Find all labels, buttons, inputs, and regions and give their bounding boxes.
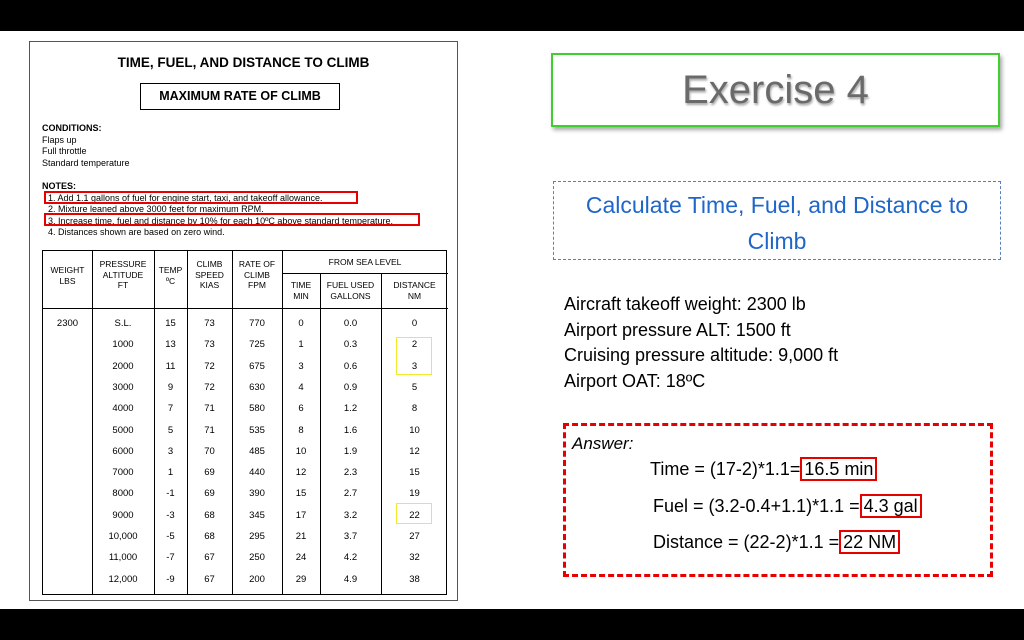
answer-fuel-expr: Fuel = (3.2-0.4+1.1)*1.1 = <box>653 496 860 516</box>
cell-climb-speed: 70 <box>204 445 215 457</box>
cell-distance: 10 <box>409 424 420 436</box>
cell-pressure-altitude: 12,000 <box>108 573 138 585</box>
distance-highlight-high <box>396 503 432 524</box>
cell-time: 1 <box>298 339 304 351</box>
cell-fuel-used: 1.2 <box>343 403 358 415</box>
cell-rate-of-climb: 295 <box>249 531 265 542</box>
cell-fuel-used: 0.0 <box>343 318 358 329</box>
cell-time: 24 <box>295 552 307 564</box>
top-letterbox <box>0 0 1024 31</box>
cell-climb-speed: 71 <box>204 424 215 436</box>
cell-temp: 9 <box>167 381 174 393</box>
answer-distance-expr: Distance = (22-2)*1.1 = <box>653 532 840 552</box>
condition-item: Standard temperature <box>42 157 130 168</box>
header-distance: DISTANCE NM <box>393 280 436 301</box>
cell-climb-speed: 68 <box>204 531 215 542</box>
header-time: TIME MIN <box>290 280 312 301</box>
header-climb-speed: CLIMB SPEED KIAS <box>195 259 224 290</box>
cell-pressure-altitude: 10,000 <box>108 531 138 542</box>
exercise-title-box <box>551 53 1000 127</box>
cell-rate-of-climb: 770 <box>249 318 265 329</box>
cell-rate-of-climb: 345 <box>249 509 265 521</box>
given-item: Cruising pressure altitude: 9,000 ft <box>564 345 839 365</box>
cell-time: 17 <box>295 509 307 521</box>
cell-fuel-used: 2.7 <box>343 488 358 500</box>
cell-fuel-used: 4.2 <box>343 552 358 564</box>
conditions <box>42 123 130 169</box>
cell-fuel-used: 3.2 <box>343 509 358 521</box>
given-item: Airport pressure ALT: 1500 ft <box>564 319 791 340</box>
cell-rate-of-climb: 580 <box>249 403 265 415</box>
answer-time <box>650 459 877 480</box>
cell-temp: 7 <box>167 403 174 415</box>
cell-pressure-altitude: 2000 <box>112 360 134 372</box>
cell-pressure-altitude: 11,000 <box>108 552 138 564</box>
cell-distance: 27 <box>409 531 420 542</box>
cell-fuel-used: 2.3 <box>343 467 358 479</box>
cell-climb-speed: 73 <box>204 339 215 351</box>
cell-temp: -5 <box>166 531 175 542</box>
cell-distance: 12 <box>409 445 420 457</box>
note-item: 1. Add 1.1 gallons of fuel for engine start, taxi, and takeoff allowance. <box>48 192 323 203</box>
header-from-sea-level: FROM SEA LEVEL <box>328 257 402 267</box>
cell-fuel-used: 3.7 <box>343 531 358 542</box>
cell-temp: 5 <box>167 424 174 436</box>
cell-time: 29 <box>295 573 307 585</box>
cell-rate-of-climb: 675 <box>249 360 265 372</box>
cell-rate-of-climb: 440 <box>249 467 265 479</box>
cell-rate-of-climb: 390 <box>249 488 265 500</box>
notes <box>42 181 393 239</box>
answer-fuel-result: 4.3 gal <box>860 494 922 518</box>
cell-pressure-altitude: S.L. <box>114 318 132 329</box>
header-temp: TEMP ºC <box>158 265 183 286</box>
chart-subtitle: MAXIMUM RATE OF CLIMB <box>140 83 340 110</box>
cell-climb-speed: 67 <box>204 573 215 585</box>
cell-fuel-used: 4.9 <box>343 573 358 585</box>
cell-distance: 0 <box>411 318 418 329</box>
cell-fuel-used: 1.9 <box>343 445 358 457</box>
cell-climb-speed: 69 <box>204 488 215 500</box>
header-rate-of-climb: RATE OF CLIMB FPM <box>238 259 276 290</box>
cell-fuel-used: 0.3 <box>343 339 358 351</box>
cell-time: 4 <box>298 381 304 393</box>
answer-distance <box>653 532 900 553</box>
answer-distance-result: 22 NM <box>839 530 900 554</box>
cell-distance: 5 <box>411 381 418 393</box>
header-pressure-altitude: PRESSURE ALTITUDE FT <box>99 259 147 290</box>
cell-pressure-altitude: 4000 <box>112 403 134 415</box>
cell-pressure-altitude: 9000 <box>112 509 134 521</box>
cell-rate-of-climb: 725 <box>249 339 265 351</box>
cell-temp: -3 <box>166 509 175 521</box>
cell-fuel-used: 0.9 <box>343 381 358 393</box>
cell-distance: 19 <box>409 488 420 500</box>
cell-fuel-used: 0.6 <box>343 360 358 372</box>
note3-highlight <box>44 213 420 226</box>
cell-rate-of-climb: 535 <box>249 424 265 436</box>
cell-temp: 15 <box>165 318 176 329</box>
cell-time: 3 <box>298 360 304 372</box>
header-weight: WEIGHT LBS <box>50 265 85 286</box>
cell-temp: 11 <box>165 360 176 372</box>
cell-temp: -9 <box>166 573 175 585</box>
weight-value: 2300 <box>56 318 79 329</box>
conditions-header: CONDITIONS: <box>42 123 102 133</box>
cell-rate-of-climb: 485 <box>249 445 265 457</box>
cell-pressure-altitude: 5000 <box>112 424 134 436</box>
bottom-letterbox <box>0 609 1024 640</box>
note-item: 2. Mixture leaned above 3000 feet for maximum RPM. <box>48 204 264 214</box>
cell-time: 0 <box>298 318 304 329</box>
cell-pressure-altitude: 7000 <box>112 467 134 479</box>
cell-climb-speed: 72 <box>204 360 215 372</box>
notes-header: NOTES: <box>42 181 77 191</box>
cell-climb-speed: 73 <box>204 318 215 329</box>
cell-distance: 3 <box>411 360 418 372</box>
answer-label: Answer: <box>572 434 634 453</box>
cell-distance: 38 <box>409 573 420 585</box>
cell-temp: -1 <box>166 488 175 500</box>
distance-highlight-low <box>396 337 432 375</box>
cell-time: 15 <box>295 488 307 500</box>
cell-temp: 13 <box>165 339 176 351</box>
given-item: Airport OAT: 18ºC <box>564 370 706 391</box>
cell-distance: 2 <box>411 339 418 351</box>
note1-highlight <box>44 191 358 204</box>
cell-distance: 32 <box>409 552 420 564</box>
note-item: 4. Distances shown are based on zero wind. <box>48 227 225 237</box>
cell-time: 8 <box>298 424 304 436</box>
cell-pressure-altitude: 1000 <box>112 339 134 351</box>
cell-time: 21 <box>295 531 307 542</box>
cell-pressure-altitude: 6000 <box>112 445 134 457</box>
note-item: 3. Increase time, fuel and distance by 10% for each 10ºC above standard temperature. <box>48 215 393 226</box>
cell-pressure-altitude: 8000 <box>112 488 134 500</box>
chart-title: TIME, FUEL, AND DISTANCE TO CLIMB <box>117 55 370 70</box>
climb-chart <box>29 41 458 601</box>
cell-temp: 3 <box>167 445 174 457</box>
answer-time-expr: Time = (17-2)*1.1= <box>650 459 801 479</box>
cell-pressure-altitude: 3000 <box>112 381 134 393</box>
condition-item: Full throttle <box>42 146 87 156</box>
given-item: Aircraft takeoff weight: 2300 lb <box>564 294 806 314</box>
cell-distance: 8 <box>411 403 418 415</box>
cell-time: 12 <box>295 467 307 479</box>
cell-climb-speed: 71 <box>204 403 215 415</box>
task-text: Calculate Time, Fuel, and Distance to Climb <box>585 192 969 254</box>
cell-rate-of-climb: 250 <box>249 552 265 564</box>
task-box <box>553 181 1001 260</box>
cell-distance: 15 <box>409 467 420 479</box>
cell-fuel-used: 1.6 <box>343 424 358 436</box>
cell-temp: 1 <box>167 467 174 479</box>
cell-climb-speed: 72 <box>204 381 215 393</box>
climb-table <box>42 250 447 595</box>
cell-rate-of-climb: 630 <box>249 381 265 393</box>
answer-fuel <box>653 496 922 517</box>
cell-time: 6 <box>298 403 304 415</box>
cell-distance: 22 <box>409 509 420 521</box>
cell-climb-speed: 69 <box>204 467 215 479</box>
cell-time: 10 <box>295 445 307 457</box>
cell-climb-speed: 68 <box>204 509 215 521</box>
given-info <box>564 292 838 394</box>
condition-item: Flaps up <box>42 134 77 145</box>
cell-temp: -7 <box>166 552 175 564</box>
answer-time-result: 16.5 min <box>800 457 877 481</box>
exercise-title: Exercise 4 <box>682 68 869 112</box>
header-fuel: FUEL USED GALLONS <box>326 280 375 301</box>
cell-rate-of-climb: 200 <box>249 573 265 585</box>
cell-climb-speed: 67 <box>204 552 215 564</box>
